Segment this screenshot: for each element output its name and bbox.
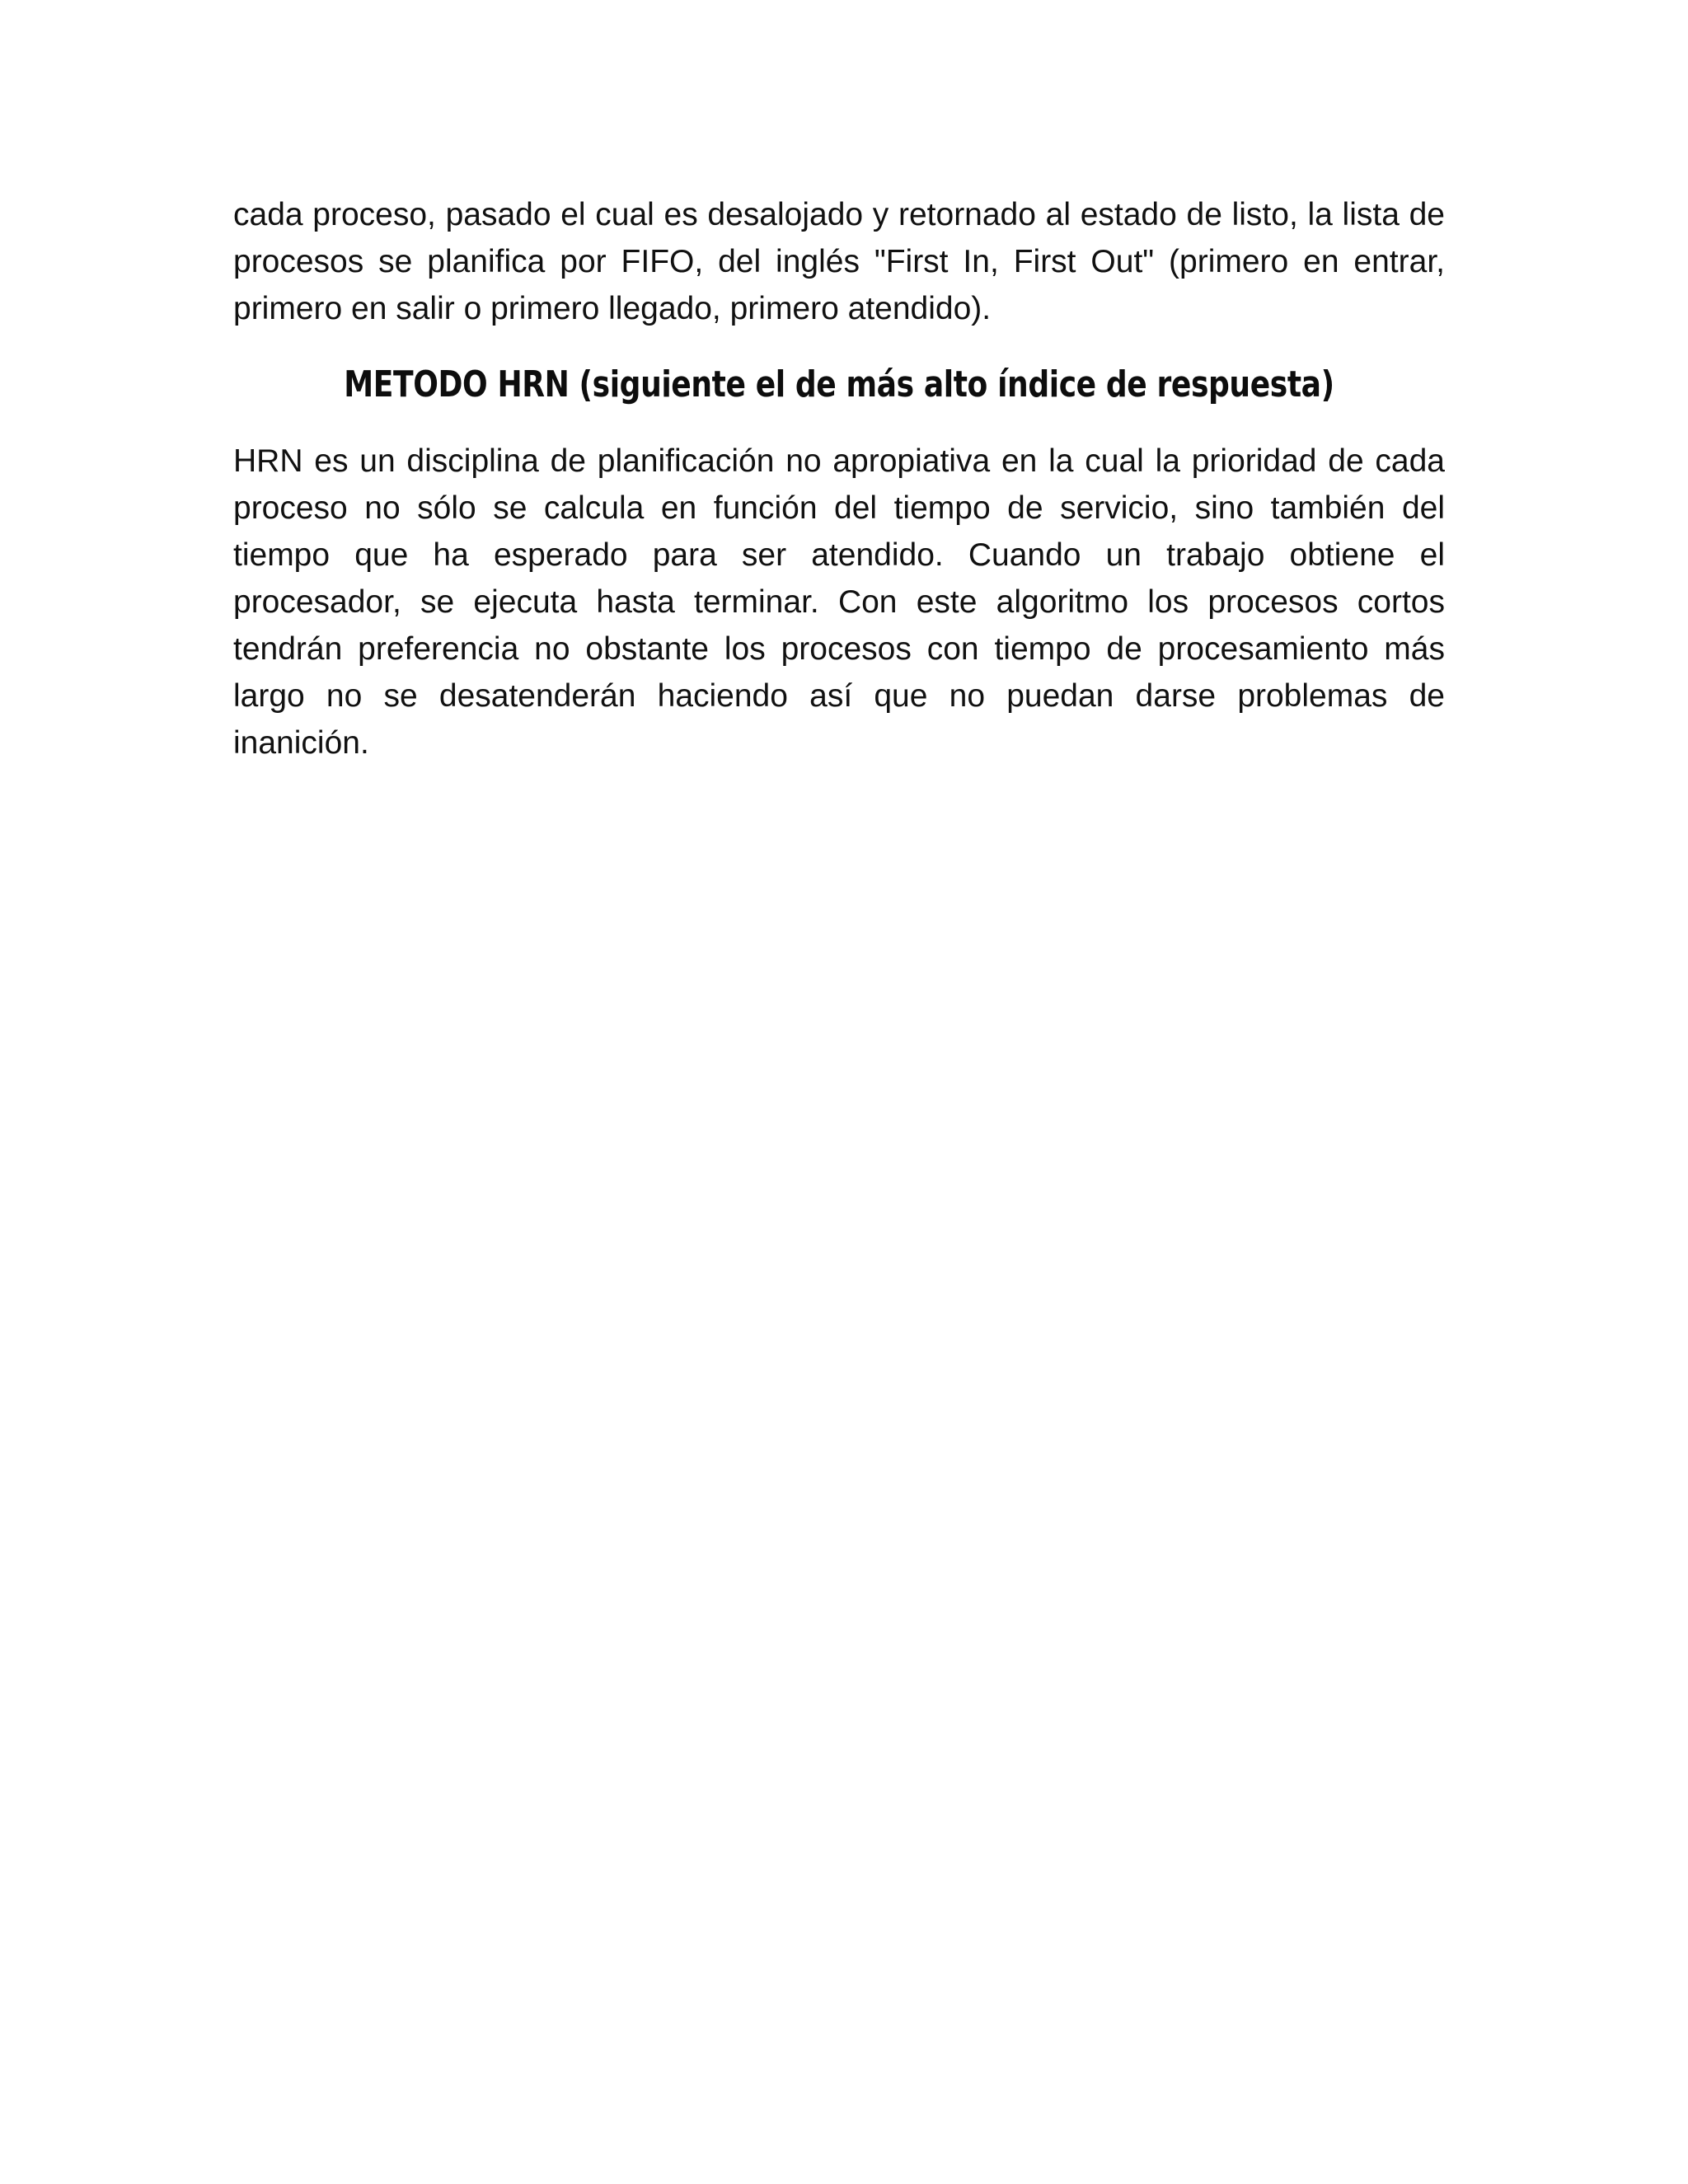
paragraph-intro: cada proceso, pasado el cual es desalojado y retornado al estado de listo, la lista de procesos se planifica por FIFO, del inglés "First In, First Out" (primero en entrar, primero en salir o primero llegado, primero atendido).: [233, 197, 1445, 326]
section-heading: METODO HRN (siguiente el de más alto índice de respuesta): [344, 363, 1334, 405]
page-content: [233, 191, 1445, 766]
paragraph-hrn: HRN es un disciplina de planificación no apropiativa en la cual la prioridad de cada proceso no sólo se calcula en función del tiempo de servicio, sino también del tiempo que ha esperado para ser atendido. Cuando un trabajo obtiene el procesador, se ejecuta hasta terminar. Con este algoritmo los procesos cortos tendrán preferencia no obstante los procesos con tiempo de procesamiento más largo no se desatenderán haciendo así que no puedan darse problemas de inanición.: [233, 443, 1445, 761]
